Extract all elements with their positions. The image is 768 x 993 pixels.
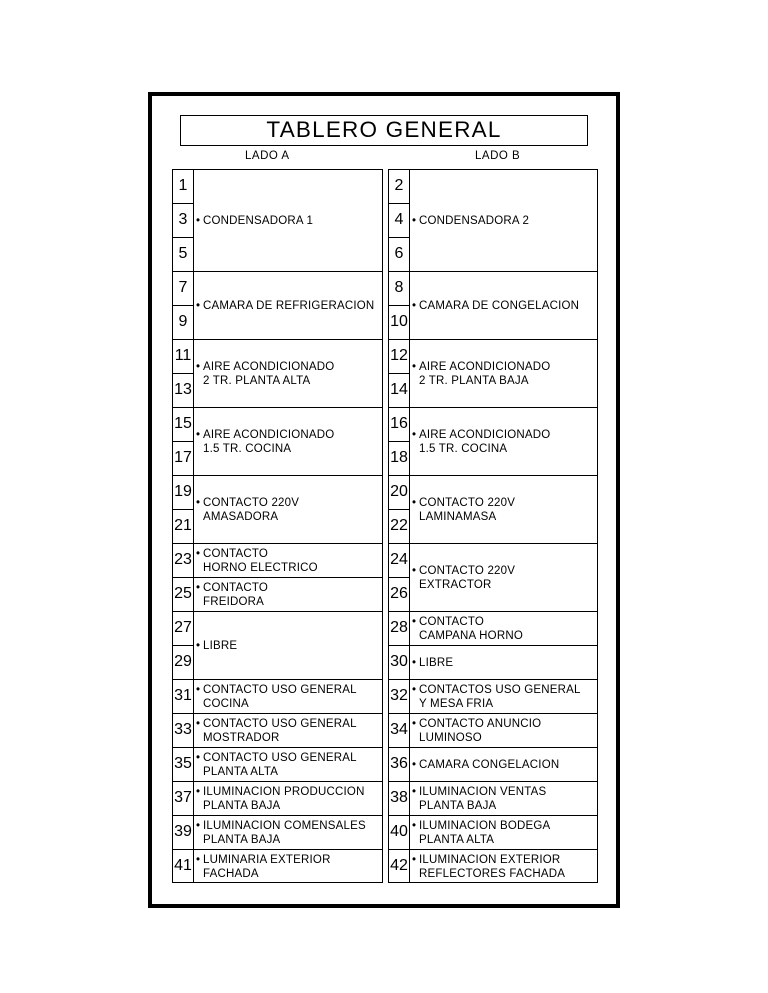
circuit-description bbox=[196, 547, 380, 575]
circuit-line-1 bbox=[412, 785, 595, 799]
bullet-dot: • bbox=[412, 786, 417, 798]
bullet-dot: • bbox=[412, 429, 417, 441]
circuit-number: 24 bbox=[390, 551, 408, 568]
circuit-line-2 bbox=[412, 578, 595, 592]
circuit-sublabel: AMASADORA bbox=[203, 511, 279, 523]
circuit-line-1 bbox=[196, 299, 380, 313]
circuit-divider bbox=[173, 781, 382, 782]
circuit-number: 35 bbox=[174, 755, 192, 772]
row-divider bbox=[173, 203, 193, 204]
circuit-description bbox=[196, 496, 380, 524]
circuit-label: CAMARA DE CONGELACION bbox=[419, 300, 580, 312]
row-divider bbox=[173, 237, 193, 238]
circuit-sublabel: PLANTA BAJA bbox=[419, 800, 497, 812]
bullet-dot: • bbox=[412, 718, 417, 730]
bullet-dot: • bbox=[412, 854, 417, 866]
circuit-sublabel: PLANTA BAJA bbox=[203, 800, 281, 812]
bullet-dot: • bbox=[196, 752, 201, 764]
bullet-dot: • bbox=[412, 684, 417, 696]
circuit-line-2 bbox=[412, 374, 595, 388]
circuit-label: AIRE ACONDICIONADO bbox=[203, 429, 335, 441]
bullet-dot: • bbox=[196, 786, 201, 798]
circuit-divider bbox=[173, 577, 382, 578]
circuit-sublabel: PLANTA BAJA bbox=[203, 834, 281, 846]
circuit-sublabel: CAMPANA HORNO bbox=[419, 630, 523, 642]
circuit-divider bbox=[389, 475, 597, 476]
circuit-line-2 bbox=[412, 867, 595, 881]
bullet-dot: • bbox=[196, 582, 201, 594]
side-a-label: LADO A bbox=[245, 150, 290, 162]
circuit-number: 9 bbox=[178, 313, 188, 330]
circuit-line-1 bbox=[412, 299, 595, 313]
circuit-sublabel: PLANTA ALTA bbox=[419, 834, 495, 846]
row-divider bbox=[389, 577, 409, 578]
circuit-label: CONTACTO bbox=[419, 616, 485, 628]
circuit-number: 12 bbox=[390, 347, 408, 364]
circuit-number: 19 bbox=[174, 483, 192, 500]
circuit-divider bbox=[389, 543, 597, 544]
circuit-number: 32 bbox=[390, 687, 408, 704]
circuit-divider bbox=[173, 407, 382, 408]
circuit-label: ILUMINACION BODEGA bbox=[419, 820, 551, 832]
circuit-line-2 bbox=[196, 867, 380, 881]
row-divider bbox=[389, 237, 409, 238]
circuit-number: 34 bbox=[390, 721, 408, 738]
circuit-number: 23 bbox=[174, 551, 192, 568]
circuit-number: 17 bbox=[174, 449, 192, 466]
circuit-divider bbox=[389, 747, 597, 748]
circuit-description bbox=[412, 615, 595, 643]
circuit-number: 7 bbox=[178, 279, 188, 296]
circuit-line-1 bbox=[412, 819, 595, 833]
circuit-line-1 bbox=[412, 360, 595, 374]
circuit-description bbox=[196, 785, 380, 813]
row-divider bbox=[173, 645, 193, 646]
circuit-description bbox=[412, 428, 595, 456]
circuit-label: CONTACTO 220V bbox=[203, 497, 300, 509]
circuit-number: 22 bbox=[390, 517, 408, 534]
circuit-description bbox=[196, 214, 380, 228]
bullet-dot: • bbox=[196, 497, 201, 509]
bullet-dot: • bbox=[196, 820, 201, 832]
circuit-line-1 bbox=[196, 751, 380, 765]
bullet-dot: • bbox=[196, 548, 201, 560]
circuit-number: 13 bbox=[174, 381, 192, 398]
circuit-number: 30 bbox=[390, 653, 408, 670]
bullet-dot: • bbox=[196, 640, 201, 652]
circuit-sublabel: FACHADA bbox=[203, 868, 259, 880]
row-divider bbox=[173, 611, 193, 612]
circuit-line-1 bbox=[412, 656, 595, 670]
circuit-number: 29 bbox=[174, 653, 192, 670]
circuit-sublabel: 2 TR. PLANTA ALTA bbox=[203, 375, 311, 387]
circuit-label: CONTACTO USO GENERAL bbox=[203, 718, 357, 730]
row-divider bbox=[389, 373, 409, 374]
circuit-line-1 bbox=[196, 683, 380, 697]
circuit-label: ILUMINACION VENTAS bbox=[419, 786, 547, 798]
circuit-description bbox=[412, 819, 595, 847]
circuit-divider bbox=[173, 611, 382, 612]
circuit-number: 38 bbox=[390, 789, 408, 806]
circuit-line-1 bbox=[196, 496, 380, 510]
circuit-line-2 bbox=[196, 833, 380, 847]
bullet-dot: • bbox=[412, 657, 417, 669]
circuit-description bbox=[196, 683, 380, 711]
circuit-line-2 bbox=[196, 799, 380, 813]
row-divider bbox=[173, 509, 193, 510]
circuit-line-2 bbox=[412, 731, 595, 745]
bullet-dot: • bbox=[196, 718, 201, 730]
circuit-line-1 bbox=[196, 581, 380, 595]
circuit-number: 3 bbox=[178, 211, 188, 228]
circuit-line-1 bbox=[412, 683, 595, 697]
circuit-number: 5 bbox=[178, 245, 188, 262]
circuit-description bbox=[412, 656, 595, 670]
circuit-label: CONTACTO 220V bbox=[419, 565, 516, 577]
circuit-sublabel: FREIDORA bbox=[203, 596, 265, 608]
circuit-sublabel: 2 TR. PLANTA BAJA bbox=[419, 375, 529, 387]
side-a-table bbox=[172, 169, 383, 883]
circuit-number: 36 bbox=[390, 755, 408, 772]
circuit-label: CAMARA DE REFRIGERACION bbox=[203, 300, 375, 312]
circuit-number: 2 bbox=[394, 177, 404, 194]
circuit-sublabel: 1.5 TR. COCINA bbox=[419, 443, 508, 455]
bullet-dot: • bbox=[196, 854, 201, 866]
circuit-label: AIRE ACONDICIONADO bbox=[419, 361, 551, 373]
circuit-number: 14 bbox=[390, 381, 408, 398]
circuit-number: 8 bbox=[394, 279, 404, 296]
circuit-line-2 bbox=[196, 442, 380, 456]
circuit-sublabel: REFLECTORES FACHADA bbox=[419, 868, 566, 880]
circuit-line-1 bbox=[196, 785, 380, 799]
row-divider bbox=[173, 373, 193, 374]
circuit-divider bbox=[173, 543, 382, 544]
circuit-number: 37 bbox=[174, 789, 192, 806]
circuit-line-1 bbox=[412, 717, 595, 731]
circuit-label: CONDENSADORA 1 bbox=[203, 215, 314, 227]
circuit-sublabel: LAMINAMASA bbox=[419, 511, 497, 523]
circuit-number: 15 bbox=[174, 415, 192, 432]
circuit-description bbox=[412, 683, 595, 711]
circuit-number: 18 bbox=[390, 449, 408, 466]
circuit-number: 39 bbox=[174, 823, 192, 840]
circuit-number: 33 bbox=[174, 721, 192, 738]
circuit-divider bbox=[389, 815, 597, 816]
bullet-dot: • bbox=[412, 820, 417, 832]
circuit-line-1 bbox=[412, 428, 595, 442]
circuit-line-2 bbox=[196, 374, 380, 388]
circuit-divider bbox=[389, 645, 597, 646]
circuit-description bbox=[196, 819, 380, 847]
circuit-label: AIRE ACONDICIONADO bbox=[419, 429, 551, 441]
circuit-line-2 bbox=[196, 765, 380, 779]
circuit-number: 1 bbox=[178, 177, 188, 194]
circuit-line-2 bbox=[412, 833, 595, 847]
row-divider bbox=[173, 305, 193, 306]
circuit-number: 26 bbox=[390, 585, 408, 602]
bullet-dot: • bbox=[412, 361, 417, 373]
circuit-description bbox=[412, 564, 595, 592]
circuit-sublabel: HORNO ELECTRICO bbox=[203, 562, 318, 574]
side-b-label: LADO B bbox=[475, 150, 521, 162]
bullet-dot: • bbox=[196, 684, 201, 696]
circuit-label: CONTACTO bbox=[203, 548, 269, 560]
circuit-sublabel: 1.5 TR. COCINA bbox=[203, 443, 292, 455]
circuit-divider bbox=[389, 271, 597, 272]
circuit-description bbox=[412, 496, 595, 524]
circuit-number: 42 bbox=[390, 857, 408, 874]
circuit-line-1 bbox=[412, 615, 595, 629]
circuit-label: ILUMINACION EXTERIOR bbox=[419, 854, 561, 866]
circuit-number: 40 bbox=[390, 823, 408, 840]
circuit-label: CONTACTO ANUNCIO bbox=[419, 718, 542, 730]
circuit-line-1 bbox=[196, 214, 380, 228]
circuit-description bbox=[412, 299, 595, 313]
circuit-number: 20 bbox=[390, 483, 408, 500]
circuit-description bbox=[412, 758, 595, 772]
circuit-number: 4 bbox=[394, 211, 404, 228]
circuit-line-2 bbox=[196, 731, 380, 745]
circuit-divider bbox=[389, 849, 597, 850]
circuit-line-1 bbox=[412, 214, 595, 228]
circuit-label: LUMINARIA EXTERIOR bbox=[203, 854, 331, 866]
circuit-number: 31 bbox=[174, 687, 192, 704]
circuit-description bbox=[412, 785, 595, 813]
circuit-description bbox=[196, 853, 380, 881]
circuit-line-1 bbox=[196, 428, 380, 442]
circuit-label: CONTACTO USO GENERAL bbox=[203, 684, 357, 696]
circuit-line-2 bbox=[412, 510, 595, 524]
circuit-divider bbox=[389, 679, 597, 680]
circuit-sublabel: Y MESA FRIA bbox=[419, 698, 494, 710]
circuit-description bbox=[196, 751, 380, 779]
circuit-description bbox=[196, 299, 380, 313]
circuit-line-2 bbox=[196, 697, 380, 711]
page-title: TABLERO GENERAL bbox=[180, 115, 588, 146]
bullet-dot: • bbox=[196, 429, 201, 441]
circuit-divider bbox=[173, 849, 382, 850]
circuit-label: CONTACTO USO GENERAL bbox=[203, 752, 357, 764]
bullet-dot: • bbox=[196, 361, 201, 373]
circuit-sublabel: LUMINOSO bbox=[419, 732, 482, 744]
circuit-number: 28 bbox=[390, 619, 408, 636]
circuit-number: 16 bbox=[390, 415, 408, 432]
circuit-description bbox=[412, 360, 595, 388]
circuit-number: 6 bbox=[394, 245, 404, 262]
circuit-description bbox=[196, 428, 380, 456]
circuit-line-2 bbox=[412, 629, 595, 643]
bullet-dot: • bbox=[412, 616, 417, 628]
bullet-dot: • bbox=[412, 759, 417, 771]
circuit-description bbox=[196, 639, 380, 653]
circuit-description bbox=[412, 853, 595, 881]
circuit-line-2 bbox=[196, 561, 380, 575]
bullet-dot: • bbox=[196, 300, 201, 312]
circuit-divider bbox=[389, 407, 597, 408]
circuit-divider bbox=[173, 679, 382, 680]
row-divider bbox=[389, 509, 409, 510]
bullet-dot: • bbox=[412, 300, 417, 312]
circuit-line-2 bbox=[412, 442, 595, 456]
circuit-number: 11 bbox=[174, 347, 192, 364]
row-divider bbox=[389, 441, 409, 442]
bullet-dot: • bbox=[412, 565, 417, 577]
circuit-divider bbox=[173, 815, 382, 816]
circuit-line-1 bbox=[196, 360, 380, 374]
bullet-dot: • bbox=[412, 497, 417, 509]
circuit-line-1 bbox=[196, 717, 380, 731]
circuit-line-2 bbox=[196, 510, 380, 524]
bullet-dot: • bbox=[196, 215, 201, 227]
circuit-divider bbox=[389, 713, 597, 714]
circuit-label: CONTACTOS USO GENERAL bbox=[419, 684, 581, 696]
circuit-line-1 bbox=[412, 496, 595, 510]
circuit-label: LIBRE bbox=[203, 640, 238, 652]
circuit-label: ILUMINACION COMENSALES bbox=[203, 820, 366, 832]
circuit-number: 27 bbox=[174, 619, 192, 636]
circuit-line-1 bbox=[196, 853, 380, 867]
row-divider bbox=[173, 441, 193, 442]
circuit-description bbox=[196, 360, 380, 388]
circuit-number: 41 bbox=[174, 857, 192, 874]
row-divider bbox=[389, 305, 409, 306]
circuit-number: 21 bbox=[174, 517, 192, 534]
circuit-line-1 bbox=[412, 853, 595, 867]
circuit-line-2 bbox=[412, 697, 595, 711]
circuit-divider bbox=[389, 781, 597, 782]
circuit-line-1 bbox=[196, 547, 380, 561]
circuit-sublabel: PLANTA ALTA bbox=[203, 766, 279, 778]
circuit-divider bbox=[173, 713, 382, 714]
circuit-number: 10 bbox=[390, 313, 408, 330]
circuit-label: LIBRE bbox=[419, 657, 454, 669]
circuit-line-2 bbox=[412, 799, 595, 813]
circuit-sublabel: MOSTRADOR bbox=[203, 732, 280, 744]
circuit-label: CONTACTO 220V bbox=[419, 497, 516, 509]
circuit-divider bbox=[173, 475, 382, 476]
circuit-divider bbox=[389, 339, 597, 340]
circuit-line-1 bbox=[412, 564, 595, 578]
circuit-line-1 bbox=[412, 758, 595, 772]
circuit-label: CONDENSADORA 2 bbox=[419, 215, 530, 227]
circuit-label: CAMARA CONGELACION bbox=[419, 759, 560, 771]
circuit-line-2 bbox=[196, 595, 380, 609]
circuit-number: 25 bbox=[174, 585, 192, 602]
row-divider bbox=[389, 203, 409, 204]
circuit-description bbox=[412, 717, 595, 745]
bullet-dot: • bbox=[412, 215, 417, 227]
circuit-divider bbox=[389, 611, 597, 612]
circuit-label: ILUMINACION PRODUCCION bbox=[203, 786, 365, 798]
circuit-divider bbox=[173, 271, 382, 272]
circuit-label: CONTACTO bbox=[203, 582, 269, 594]
circuit-description bbox=[196, 717, 380, 745]
circuit-divider bbox=[173, 339, 382, 340]
circuit-sublabel: EXTRACTOR bbox=[419, 579, 492, 591]
side-b-table bbox=[388, 169, 598, 883]
circuit-description bbox=[196, 581, 380, 609]
circuit-description bbox=[412, 214, 595, 228]
circuit-line-1 bbox=[196, 819, 380, 833]
circuit-label: AIRE ACONDICIONADO bbox=[203, 361, 335, 373]
circuit-sublabel: COCINA bbox=[203, 698, 249, 710]
circuit-line-1 bbox=[196, 639, 380, 653]
circuit-divider bbox=[173, 747, 382, 748]
